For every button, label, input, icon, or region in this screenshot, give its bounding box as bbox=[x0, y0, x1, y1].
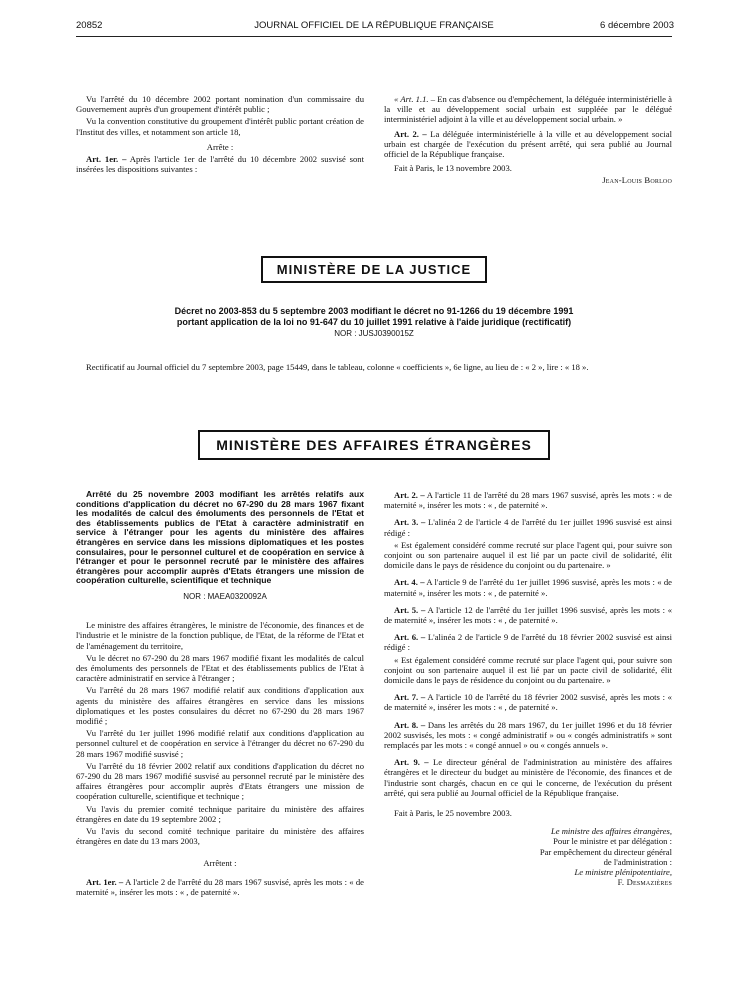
decree-title bbox=[76, 306, 672, 340]
article-label: Art. 8. – bbox=[394, 719, 426, 730]
signature-line: Par empêchement du directeur général bbox=[539, 846, 672, 857]
signature-line: Le ministre des affaires étrangères, bbox=[550, 826, 672, 837]
arrete-heading: Arrête : bbox=[206, 141, 234, 152]
rectificatif-text: Rectificatif au Journal officiel du 7 septembre 2003, page 15449, dans le tableau, colonne « coefficients », 6e ligne, au lieu de : « 2 », lire : « 18 ». bbox=[86, 362, 589, 372]
article-label: Art. 4. – bbox=[394, 577, 425, 588]
journal-title: JOURNAL OFFICIEL DE LA RÉPUBLIQUE FRANÇAISE bbox=[254, 20, 494, 31]
article-text: Le directeur général de l'administration au ministère des affaires étrangères et le directeur du budget au ministère de l'économie, des finances et de l'industrie sont chargés, chacun en ce qui le concerne, de l'exécution du présent arrêté, qui sera publié au Journal officiel de la République française. bbox=[384, 757, 672, 798]
article-paragraph bbox=[384, 605, 672, 625]
decree-title-line: Décret no 2003-853 du 5 septembre 2003 modifiant le décret no 91-1266 du 19 décembre 1991 bbox=[174, 306, 574, 316]
arretent-heading: Arrêtent : bbox=[203, 858, 237, 869]
visa-paragraph: Vu la convention constitutive du groupement d'intérêt public portant création de l'Institut des villes, et notamment son article 18, bbox=[76, 116, 364, 137]
article-text: A l'article 11 de l'arrêté du 28 mars 1967 susvisé, après les mots : « de maternité », insérer les mots : « , de paternité ». bbox=[384, 490, 672, 511]
visa-paragraph: Vu l'avis du premier comité technique paritaire du ministère des affaires étrangères en date du 19 septembre 2002 ; bbox=[76, 803, 364, 824]
article-text: A l'article 9 de l'arrêté du 1er juillet 1996 susvisé, après les mots : « de maternité », insérer les mots : « , de paternité ». bbox=[384, 577, 672, 598]
ministry-title: MINISTÈRE DE LA JUSTICE bbox=[261, 256, 487, 283]
quoted-paragraph: « Est également considéré comme recruté sur place l'agent qui, pour suivre son conjoint ou son partenaire auquel il est lié par un pacte civil de solidarité, élit domicile dans le pays de résidence du conjoint ou du partenaire. » bbox=[384, 539, 672, 571]
nor-reference: NOR : JUSJ0390015Z bbox=[334, 329, 414, 338]
article-paragraph bbox=[76, 877, 364, 897]
fait-a-paris: Fait à Paris, le 13 novembre 2003. bbox=[394, 163, 512, 174]
signature-name: F. Desmazières bbox=[617, 877, 672, 888]
article-paragraph bbox=[384, 129, 672, 160]
article-paragraph bbox=[384, 577, 672, 597]
article-text: L'alinéa 2 de l'article 9 de l'arrêté du 18 février 2002 susvisé est ainsi rédigé : bbox=[384, 632, 672, 653]
visa-paragraph: Vu le décret no 67-290 du 28 mars 1967 modifié fixant les modalités de calcul des émoluments des personnels de l'Etat et des établissements publics de l'Etat à caractère administratif en service à l'étranger ; bbox=[76, 652, 364, 684]
visa-paragraph: Vu l'arrêté du 28 mars 1967 modifié relatif aux conditions d'application aux agents du ministère des affaires étrangères en service dans les missions diplomatiques et les postes consulaires du décret no 67-290 du 28 mars 1967 modifié ; bbox=[76, 685, 364, 726]
visa-paragraph: Vu l'arrêté du 18 février 2002 relatif aux conditions d'application du décret no 67-290 du 28 mars 1967 modifié susvisé au personnel recruté par le ministère des affaires étrangères pour accomplir auprès d'Etats étrangers une mission de coopération culturelle, scientifique et technique ; bbox=[76, 760, 364, 802]
article-label: Art. 7. – bbox=[394, 692, 426, 703]
top-right-column bbox=[384, 94, 672, 188]
article-paragraph bbox=[76, 154, 364, 174]
article-label: Art. 3. – bbox=[394, 517, 426, 528]
rectificatif-paragraph bbox=[76, 362, 672, 374]
arrete-title: Arrêté du 25 novembre 2003 modifiant les arrêtés relatifs aux conditions d'application du décret no 67-290 du 28 mars 1967 fixant les modalités de calcul des émoluments des personnels de l'Etat et des établissements publics de l'Etat à caractère administratif en service à l'étranger pour les agents du ministère des affaires étrangères en service dans les missions diplomatiques et les postes consulaires, pour le personnel culturel et de coopération en service à l'étranger et pour le personnel recruté par le ministère des affaires étrangères pour accomplir auprès d'Etats étrangers une mission de coopération culturelle, scientifique et technique bbox=[76, 489, 364, 586]
article-label: Art. 1er. – bbox=[86, 876, 124, 887]
article-text: La déléguée interministérielle à la ville et au développement social urbain est chargée de l'exécution du présent arrêté, qui sera publié au Journal officiel de la République française. bbox=[384, 128, 672, 160]
visa-paragraph: Vu l'arrêté du 10 décembre 2002 portant nomination d'un commissaire du Gouvernement auprès d'un groupement d'intérêt public ; bbox=[76, 94, 364, 115]
page-number: 20852 bbox=[76, 20, 103, 31]
quoted-paragraph: « Est également considéré comme recruté sur place l'agent qui, pour suivre son conjoint ou son partenaire auquel il est lié par un pacte civil de solidarité, élit domicile dans le pays de résidence du conjoint ou du partenaire. » bbox=[384, 654, 672, 686]
nor-reference: NOR : MAEA0320092A bbox=[183, 591, 267, 601]
article-text: A l'article 2 de l'arrêté du 28 mars 1967 susvisé, après les mots : « de maternité », insérer les mots : « , de paternité ». bbox=[76, 876, 364, 897]
article-paragraph bbox=[384, 720, 672, 751]
article-text: Après l'article 1er de l'arrêté du 10 décembre 2002 susvisé sont insérées les dispositions suivantes : bbox=[76, 154, 364, 175]
article-paragraph bbox=[384, 757, 672, 798]
article-label: Art. 2. – bbox=[394, 128, 427, 139]
decree-title-line: portant application de la loi no 91-647 du 10 juillet 1991 relative à l'aide juridique (rectificatif) bbox=[176, 316, 572, 327]
article-text: L'alinéa 2 de l'article 4 de l'arrêté du 1er juillet 1996 susvisé est ainsi rédigé : bbox=[384, 517, 672, 538]
article-paragraph bbox=[384, 692, 672, 712]
visa-paragraph: Vu l'avis du second comité technique paritaire du ministère des affaires étrangères en date du 13 mars 2003, bbox=[76, 826, 364, 847]
ministry-title: MINISTÈRE DES AFFAIRES ÉTRANGÈRES bbox=[198, 430, 550, 460]
affaires-left-column bbox=[76, 490, 364, 899]
top-left-column bbox=[76, 94, 364, 176]
article-text: A l'article 12 de l'arrêté du 1er juillet 1996 susvisé, après les mots : « de maternité », insérer les mots : « , de paternité ». bbox=[384, 604, 672, 626]
signature: Jean-Louis Borloo bbox=[602, 175, 672, 186]
article-label: Art. 9. – bbox=[394, 757, 429, 768]
article-text: A l'article 10 de l'arrêté du 18 février 2002 susvisé, après les mots : « de maternité », insérer les mots : « , de paternité ». bbox=[384, 692, 672, 713]
article-label: Art. 6. – bbox=[394, 632, 426, 643]
signature-line: Pour le ministre et par délégation : bbox=[553, 836, 672, 847]
visa-paragraph: Vu l'arrêté du 1er juillet 1996 modifié relatif aux conditions d'application au personnel culturel et de coopération en service à l'étranger du décret no 67-290 du 28 mars 1967 modifié susvisé ; bbox=[76, 728, 364, 759]
article-text: En cas d'absence ou d'empêchement, la déléguée interministérielle à la ville et au développement social urbain est suppléée par le délégué interministériel adjoint à la ville et au développement social urbain. » bbox=[384, 94, 672, 125]
article-text: Dans les arrêtés du 28 mars 1967, du 1er juillet 1996 et du 18 février 2002 susvisés, les mots : « congé administratif » ou « congés administratifs » sont remplacés par les mots : « congé annuel » ou « congés annuels ». bbox=[384, 719, 672, 751]
ministry-affaires-banner bbox=[0, 430, 748, 460]
article-paragraph bbox=[384, 517, 672, 537]
affaires-right-column bbox=[384, 490, 672, 888]
article-label: Art. 2. – bbox=[394, 490, 425, 500]
signature-line: de l'administration : bbox=[603, 856, 672, 867]
signature-block bbox=[384, 826, 672, 887]
signature-line: Le ministre plénipotentiaire, bbox=[574, 867, 672, 878]
article-paragraph bbox=[384, 490, 672, 510]
ministry-justice-banner bbox=[0, 256, 748, 283]
header-rule bbox=[76, 36, 672, 37]
visa-paragraph: Le ministre des affaires étrangères, le ministre de l'économie, des finances et de l'industrie et le ministre de la fonction publique, de l'Etat, de la réforme de l'Etat et de l'aménagement du territoire, bbox=[76, 620, 364, 651]
issue-date: 6 décembre 2003 bbox=[600, 20, 674, 31]
article-paragraph bbox=[384, 94, 672, 125]
article-label: « Art. 1.1. – bbox=[394, 94, 436, 104]
article-label: Art. 5. – bbox=[394, 604, 426, 615]
article-label: Art. 1er. – bbox=[86, 154, 127, 165]
fait-a-paris: Fait à Paris, le 25 novembre 2003. bbox=[394, 808, 512, 819]
article-paragraph bbox=[384, 632, 672, 652]
